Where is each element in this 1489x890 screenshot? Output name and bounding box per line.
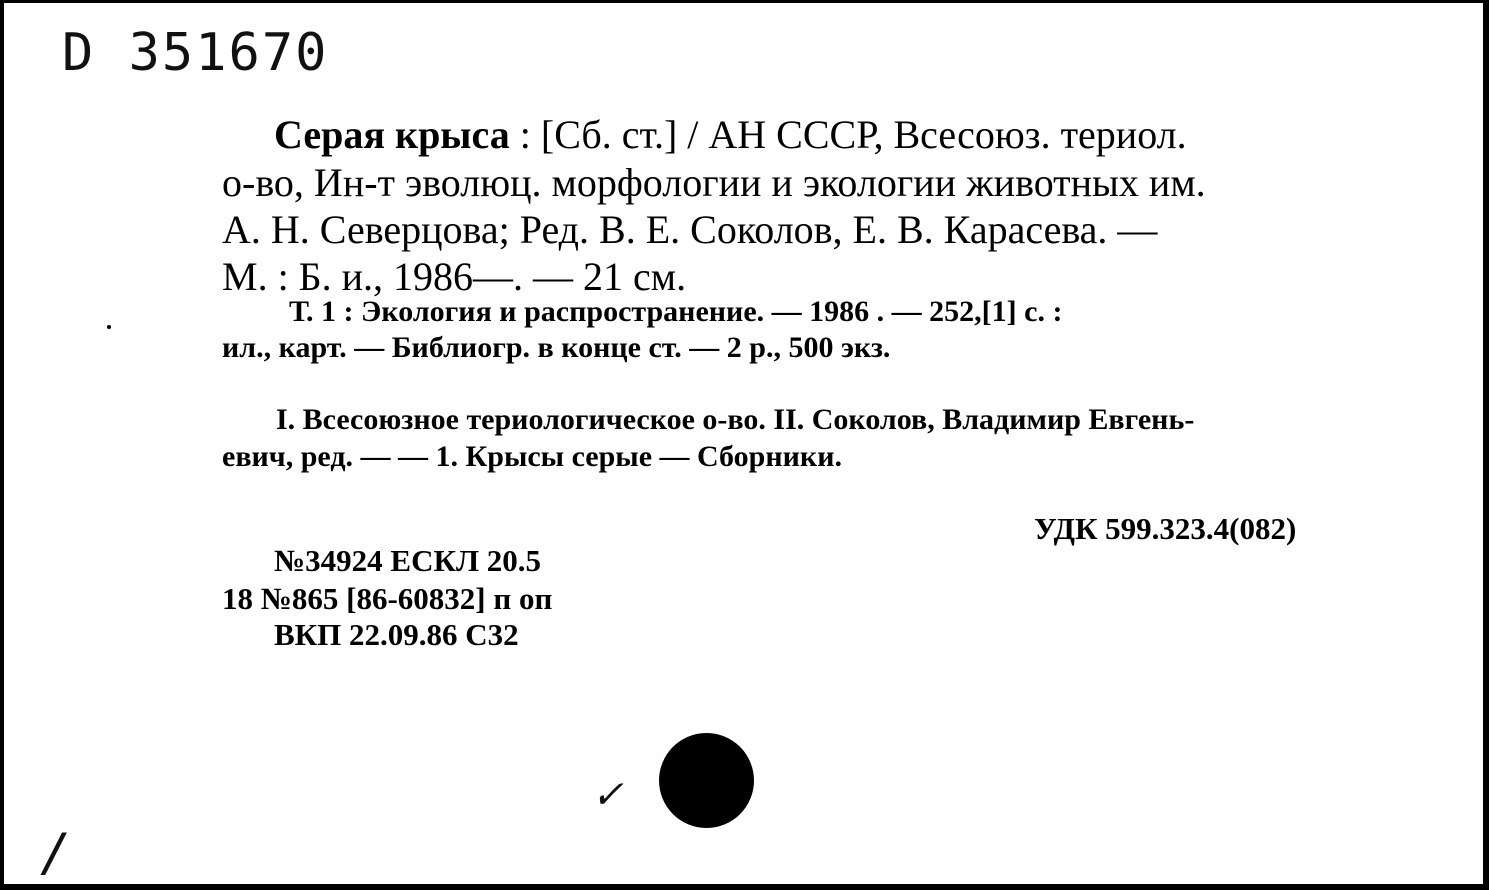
title-line-3: А. Н. Северцова; Ред. В. Е. Соколов, Е. В. Карасева. — <box>222 207 1158 252</box>
title-line-4: М. : Б. и., 1986—. — 21 см. <box>222 254 687 299</box>
title-line-1 <box>274 111 1187 158</box>
punch-hole <box>659 733 754 828</box>
title-line-2: о-во, Ин-т эволюц. морфологии и экологии животных им. <box>222 160 1206 205</box>
volume-line-2: ил., карт. — Библиогр. в конце ст. — 2 р., 500 экз. <box>222 331 891 364</box>
volume-line-1: Т. 1 : Экология и распространение. — 1986 . — 252,[1] с. : <box>289 295 1063 328</box>
tracing-line-1: I. Всесоюзное териологическое о-во. II. Соколов, Владимир Евгень- <box>276 403 1195 436</box>
registry-line-2: 18 №865 [86-60832] п оп <box>222 581 553 616</box>
stray-dot <box>107 325 111 329</box>
registry-line-1: №34924 ЕСКЛ 20.5 <box>274 543 542 578</box>
handwritten-check-mark: ✓ <box>594 768 621 819</box>
udc-code: УДК 599.323.4(082) <box>1034 511 1297 546</box>
catalog-number: D 351670 <box>62 23 329 83</box>
title-rest: : [Сб. ст.] / АН СССР, Всесоюз. териол. <box>509 112 1187 157</box>
handwritten-corner-mark: / <box>40 823 72 883</box>
title-bold: Серая крыса <box>274 112 510 157</box>
tracing-line-2: евич, ред. — — 1. Крысы серые — Сборники. <box>222 440 842 473</box>
registry-line-3: ВКП 22.09.86 С32 <box>274 617 519 652</box>
